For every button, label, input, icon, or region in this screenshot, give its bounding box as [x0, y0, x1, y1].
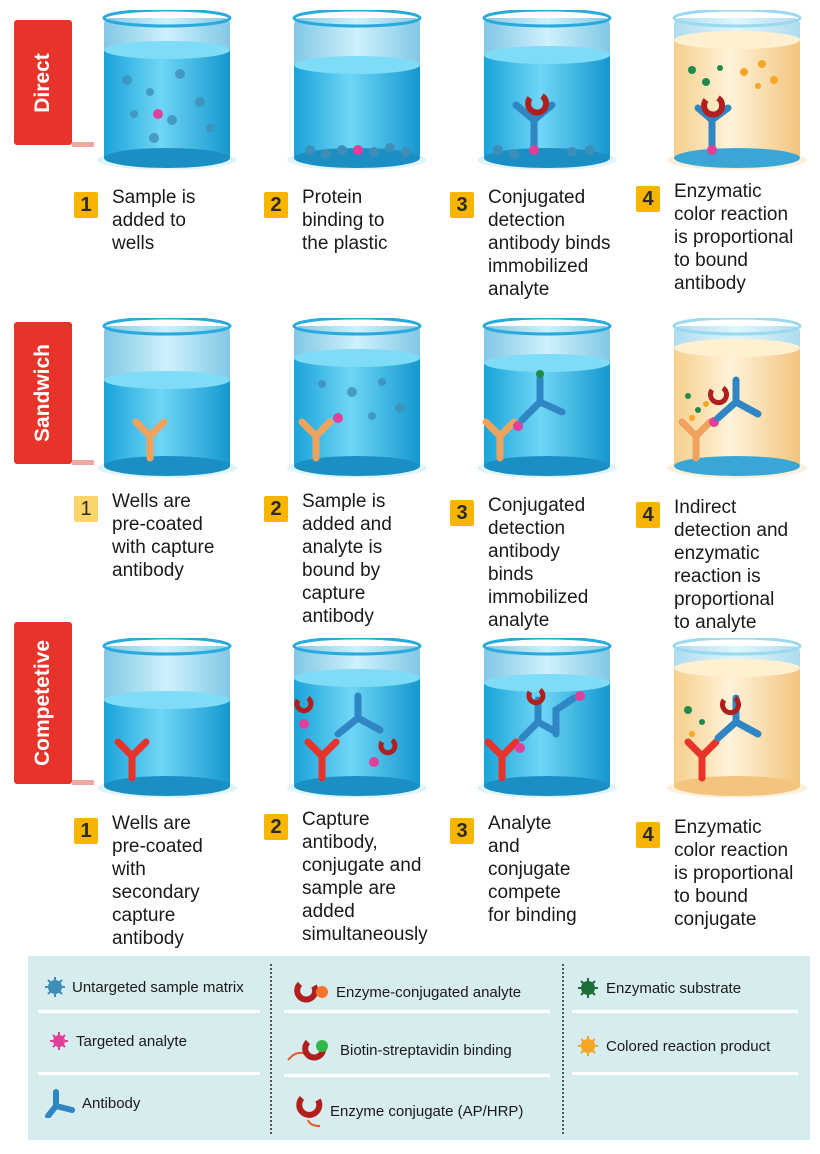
beaker-direct-1 — [92, 10, 242, 170]
step-description: Capture antibody, conjugate and sample are added simultaneously — [302, 809, 428, 945]
step-number: 1 — [74, 818, 98, 844]
beaker-sandwich-3 — [472, 318, 622, 478]
step-number: 4 — [636, 186, 660, 212]
beaker-sandwich-2 — [282, 318, 432, 478]
legend-divider — [270, 964, 272, 1134]
step-direct-4 — [636, 180, 793, 295]
step-description: Sample is added and analyte is bound by capture antibody — [302, 491, 392, 627]
beaker-direct-2 — [282, 10, 432, 170]
enzymatic-substrate-icon — [576, 976, 600, 1000]
step-description: Enzymatic color reaction is proportional to bound conjugate — [674, 817, 794, 930]
legend-item-enzyme-conjugate — [294, 1094, 523, 1128]
beaker-competetive-2 — [282, 638, 432, 798]
step-description: Sample is added to wells — [112, 187, 196, 254]
legend-separator — [284, 1074, 550, 1077]
legend-separator — [572, 1072, 798, 1075]
beaker-direct-3 — [472, 10, 622, 170]
legend-separator — [572, 1010, 798, 1013]
step-direct-1 — [74, 186, 195, 255]
section-tab-sandwich — [14, 322, 72, 464]
step-number: 2 — [264, 496, 288, 522]
enzyme-analyte-icon — [290, 980, 330, 1004]
section-label: Sandwich — [31, 343, 54, 443]
step-direct-3 — [450, 186, 611, 301]
step-number: 4 — [636, 822, 660, 848]
legend-item-product — [576, 1034, 770, 1058]
legend-item-antibody — [42, 1088, 140, 1118]
step-competetive-3 — [450, 812, 577, 927]
tab-connector — [72, 142, 94, 147]
legend-label: Untargeted sample matrix — [72, 978, 244, 996]
legend — [28, 956, 810, 1140]
antibody-icon — [42, 1088, 76, 1118]
beaker-competetive-3 — [472, 638, 622, 798]
legend-label: Enzyme-conjugated analyte — [336, 983, 522, 1001]
step-sandwich-4 — [636, 496, 788, 634]
beaker-sandwich-1 — [92, 318, 242, 478]
step-description: Wells are pre-coated with secondary capture antibody — [112, 813, 203, 949]
step-number: 2 — [264, 814, 288, 840]
enzyme-conjugate-icon — [294, 1094, 324, 1128]
step-number: 1 — [74, 192, 98, 218]
legend-item-untargeted — [44, 976, 244, 998]
legend-separator — [38, 1010, 260, 1013]
legend-separator — [284, 1010, 550, 1013]
step-sandwich-3 — [450, 494, 588, 632]
tab-connector — [72, 780, 94, 785]
legend-separator — [38, 1072, 260, 1075]
section-label: Direct — [31, 52, 54, 113]
legend-item-substrate — [576, 976, 741, 1000]
step-sandwich-1 — [74, 490, 214, 582]
beaker-competetive-1 — [92, 638, 242, 798]
legend-label: Colored reaction product — [606, 1037, 771, 1055]
untargeted-matrix-icon — [44, 976, 66, 998]
step-competetive-1 — [74, 812, 203, 950]
step-number: 3 — [450, 192, 474, 218]
step-number: 2 — [264, 192, 288, 218]
legend-item-targeted — [48, 1030, 187, 1052]
step-number: 1 — [74, 496, 98, 522]
beaker-direct-4 — [662, 10, 812, 170]
legend-label: Biotin-streptavidin binding — [340, 1041, 512, 1059]
legend-label: Enzymatic substrate — [606, 979, 742, 997]
section-tab-competetive — [14, 622, 72, 784]
legend-divider — [562, 964, 564, 1134]
tab-connector — [72, 460, 94, 465]
step-competetive-2 — [264, 808, 428, 946]
step-competetive-4 — [636, 816, 793, 931]
legend-item-enzyme-analyte — [290, 980, 521, 1004]
legend-label: Antibody — [82, 1094, 141, 1112]
beaker-competetive-4 — [662, 638, 812, 798]
step-description: Conjugated detection antibody binds immobilized analyte — [488, 187, 611, 300]
biotin-streptavidin-icon — [286, 1036, 334, 1064]
legend-label: Targeted analyte — [76, 1032, 187, 1050]
section-tab-direct — [14, 20, 72, 145]
step-description: Conjugated detection antibody binds immobilized analyte — [488, 495, 589, 631]
step-number: 3 — [450, 500, 474, 526]
step-description: Wells are pre-coated with capture antibody — [112, 491, 215, 581]
step-number: 3 — [450, 818, 474, 844]
targeted-analyte-icon — [48, 1030, 70, 1052]
legend-item-biotin — [286, 1036, 512, 1064]
section-label: Competetive — [31, 639, 54, 767]
colored-product-icon — [576, 1034, 600, 1058]
legend-label: Enzyme conjugate (AP/HRP) — [330, 1102, 524, 1120]
step-number: 4 — [636, 502, 660, 528]
step-description: Enzymatic color reaction is proportional to bound antibody — [674, 181, 794, 294]
step-description: Protein binding to the plastic — [302, 187, 388, 254]
step-sandwich-2 — [264, 490, 392, 628]
beaker-sandwich-4 — [662, 318, 812, 478]
step-description: Analyte and conjugate compete for binding — [488, 813, 577, 926]
step-description: Indirect detection and enzymatic reaction is proportional to analyte — [674, 497, 789, 633]
step-direct-2 — [264, 186, 388, 255]
